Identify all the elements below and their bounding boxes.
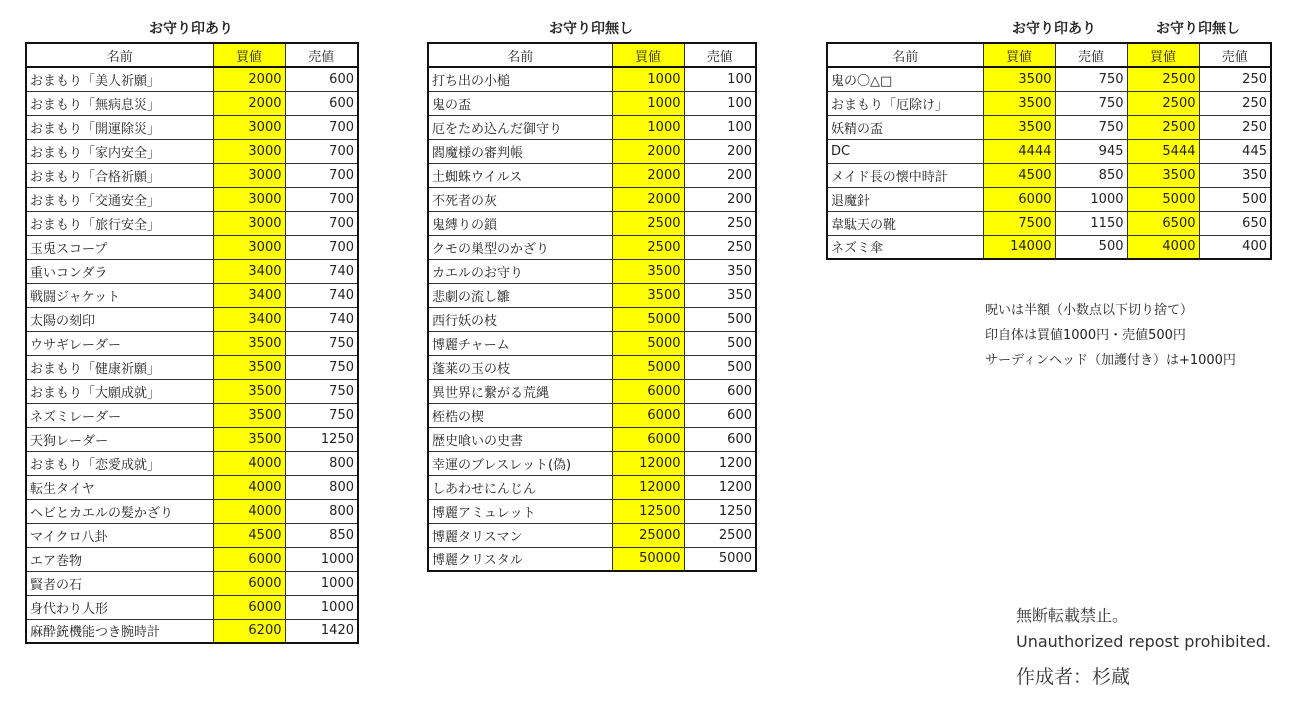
table1-cell-buy: 4000 bbox=[213, 499, 285, 523]
table2-cell-name: 蓬莱の玉の枝 bbox=[428, 355, 612, 379]
table1-row bbox=[26, 475, 358, 499]
table1-cell-name: おまもり「開運除災」 bbox=[26, 115, 213, 139]
table3-cell-sell-with: 945 bbox=[1055, 139, 1127, 163]
table2-cell-sell: 1200 bbox=[684, 475, 756, 499]
table1-cell-sell: 700 bbox=[285, 115, 358, 139]
table3-row bbox=[827, 91, 1271, 115]
table3-cell-name: 韋駄天の靴 bbox=[827, 211, 983, 235]
table1-cell-sell: 1250 bbox=[285, 427, 358, 451]
table1-cell-name: 賢者の石 bbox=[26, 571, 213, 595]
table1-row bbox=[26, 619, 358, 643]
table2-cell-name: 厄をため込んだ御守り bbox=[428, 115, 612, 139]
table2-cell-name: しあわせにんじん bbox=[428, 475, 612, 499]
table3-row bbox=[827, 115, 1271, 139]
table1-cell-name: 太陽の刻印 bbox=[26, 307, 213, 331]
table1-cell-sell: 600 bbox=[285, 91, 358, 115]
table1-cell-sell: 700 bbox=[285, 235, 358, 259]
table1-header-buy: 買値 bbox=[213, 43, 285, 67]
table3-cell-buy-with: 4500 bbox=[983, 163, 1055, 187]
table1-row bbox=[26, 235, 358, 259]
table2-cell-name: 悲劇の流し雛 bbox=[428, 283, 612, 307]
table2-cell-buy: 1000 bbox=[612, 91, 684, 115]
table2-cell-sell: 2500 bbox=[684, 523, 756, 547]
table2-cell-sell: 250 bbox=[684, 211, 756, 235]
table2-row bbox=[428, 379, 756, 403]
table1-cell-name: マイクロ八卦 bbox=[26, 523, 213, 547]
table1-cell-name: 玉兎スコープ bbox=[26, 235, 213, 259]
table2-cell-buy: 5000 bbox=[612, 355, 684, 379]
table1-row bbox=[26, 115, 358, 139]
table3-cell-sell-with: 750 bbox=[1055, 91, 1127, 115]
table3-cell-buy-with: 4444 bbox=[983, 139, 1055, 163]
table3-cell-sell-without: 250 bbox=[1199, 115, 1271, 139]
table3-cell-name: ネズミ傘 bbox=[827, 235, 983, 259]
table1-cell-buy: 3000 bbox=[213, 139, 285, 163]
table2-cell-name: 博麗チャーム bbox=[428, 331, 612, 355]
table1-cell-sell: 700 bbox=[285, 211, 358, 235]
table2-row bbox=[428, 67, 756, 91]
table3-header-row bbox=[827, 43, 1271, 67]
table3-cell-name: DC bbox=[827, 139, 983, 163]
table3-cell-sell-with: 750 bbox=[1055, 115, 1127, 139]
table1-cell-sell: 800 bbox=[285, 499, 358, 523]
table2-cell-name: 西行妖の枝 bbox=[428, 307, 612, 331]
table3-row bbox=[827, 187, 1271, 211]
table3-header-buy-with: 買値 bbox=[983, 43, 1055, 67]
table3-cell-buy-with: 3500 bbox=[983, 115, 1055, 139]
table2-cell-buy: 25000 bbox=[612, 523, 684, 547]
table1-cell-buy: 3400 bbox=[213, 283, 285, 307]
table2-cell-buy: 50000 bbox=[612, 547, 684, 571]
table1-cell-name: おまもり「無病息災」 bbox=[26, 91, 213, 115]
table1-cell-name: おまもり「美人祈願」 bbox=[26, 67, 213, 91]
table2-row bbox=[428, 499, 756, 523]
table2-cell-buy: 6000 bbox=[612, 379, 684, 403]
table3-cell-sell-without: 250 bbox=[1199, 67, 1271, 91]
table1-cell-sell: 1000 bbox=[285, 595, 358, 619]
table3-cell-sell-without: 250 bbox=[1199, 91, 1271, 115]
table1-cell-buy: 3000 bbox=[213, 187, 285, 211]
table2-cell-name: 鬼の盃 bbox=[428, 91, 612, 115]
table2-header-buy: 買値 bbox=[612, 43, 684, 67]
table2-cell-buy: 6000 bbox=[612, 427, 684, 451]
table3-cell-sell-without: 650 bbox=[1199, 211, 1271, 235]
table2-cell-name: 異世界に繋がる荒縄 bbox=[428, 379, 612, 403]
table1-cell-sell: 740 bbox=[285, 307, 358, 331]
table2-header-row bbox=[428, 43, 756, 67]
table1-cell-sell: 700 bbox=[285, 139, 358, 163]
table1-cell-buy: 3500 bbox=[213, 331, 285, 355]
table1-row bbox=[26, 283, 358, 307]
table1-row bbox=[26, 91, 358, 115]
table3-row bbox=[827, 139, 1271, 163]
table3-cell-sell-with: 1000 bbox=[1055, 187, 1127, 211]
table3-cell-buy-without: 5444 bbox=[1127, 139, 1199, 163]
table2-row bbox=[428, 259, 756, 283]
table1-cell-sell: 700 bbox=[285, 187, 358, 211]
table2-header-sell: 売値 bbox=[684, 43, 756, 67]
table2-cell-name: 桎梏の楔 bbox=[428, 403, 612, 427]
table3-cell-sell-with: 1150 bbox=[1055, 211, 1127, 235]
table2-row bbox=[428, 163, 756, 187]
table2-cell-name: 不死者の灰 bbox=[428, 187, 612, 211]
table3-cell-name: 鬼の〇△□ bbox=[827, 67, 983, 91]
table1-cell-sell: 800 bbox=[285, 475, 358, 499]
table1-cell-sell: 1420 bbox=[285, 619, 358, 643]
table2-header-name: 名前 bbox=[428, 43, 612, 67]
table1-row bbox=[26, 187, 358, 211]
table1-cell-buy: 3500 bbox=[213, 355, 285, 379]
table1-cell-sell: 740 bbox=[285, 283, 358, 307]
table2-cell-buy: 3500 bbox=[612, 259, 684, 283]
table2-cell-name: 打ち出の小槌 bbox=[428, 67, 612, 91]
table2-cell-sell: 1200 bbox=[684, 451, 756, 475]
table2-row bbox=[428, 547, 756, 571]
table1-cell-name: ウサギレーダー bbox=[26, 331, 213, 355]
table1-row bbox=[26, 139, 358, 163]
table1-cell-buy: 2000 bbox=[213, 67, 285, 91]
table2-row bbox=[428, 187, 756, 211]
table1-row bbox=[26, 451, 358, 475]
table2-row bbox=[428, 427, 756, 451]
table2-cell-name: カエルのお守り bbox=[428, 259, 612, 283]
table1-cell-sell: 750 bbox=[285, 331, 358, 355]
table2-cell-sell: 600 bbox=[684, 403, 756, 427]
table1-cell-buy: 4000 bbox=[213, 475, 285, 499]
table3-cell-name: おまもり「厄除け」 bbox=[827, 91, 983, 115]
table2-cell-buy: 5000 bbox=[612, 307, 684, 331]
table3-cell-sell-with: 500 bbox=[1055, 235, 1127, 259]
note-seal-price: 印自体は買値1000円・売値500円 bbox=[985, 328, 1186, 343]
table1-cell-sell: 740 bbox=[285, 259, 358, 283]
table3-cell-name: 妖精の盃 bbox=[827, 115, 983, 139]
table2-cell-buy: 12500 bbox=[612, 499, 684, 523]
table1-cell-buy: 3500 bbox=[213, 379, 285, 403]
table1-cell-sell: 750 bbox=[285, 355, 358, 379]
table1-cell-buy: 3000 bbox=[213, 115, 285, 139]
table1-row bbox=[26, 355, 358, 379]
table1-header-sell: 売値 bbox=[285, 43, 358, 67]
table3-row bbox=[827, 235, 1271, 259]
table2-cell-buy: 5000 bbox=[612, 331, 684, 355]
table1-cell-sell: 750 bbox=[285, 379, 358, 403]
table3-cell-sell-with: 850 bbox=[1055, 163, 1127, 187]
table3-header-sell-with: 売値 bbox=[1055, 43, 1127, 67]
table2-row bbox=[428, 139, 756, 163]
table2-cell-sell: 250 bbox=[684, 235, 756, 259]
table2-row bbox=[428, 235, 756, 259]
table2-cell-sell: 600 bbox=[684, 379, 756, 403]
table1-cell-name: おまもり「家内安全」 bbox=[26, 139, 213, 163]
table1-cell-buy: 3500 bbox=[213, 427, 285, 451]
table1-cell-buy: 2000 bbox=[213, 91, 285, 115]
footer-no-repost-en: Unauthorized repost prohibited. bbox=[1016, 632, 1271, 651]
table2-cell-buy: 2000 bbox=[612, 187, 684, 211]
table3-cell-buy-without: 5000 bbox=[1127, 187, 1199, 211]
table1-row bbox=[26, 163, 358, 187]
table1-row bbox=[26, 523, 358, 547]
table2-cell-name: 鬼縛りの鎖 bbox=[428, 211, 612, 235]
table1-row bbox=[26, 379, 358, 403]
table1-cell-name: 麻酔銃機能つき腕時計 bbox=[26, 619, 213, 643]
table3-cell-sell-without: 500 bbox=[1199, 187, 1271, 211]
table1-row bbox=[26, 67, 358, 91]
table1-row bbox=[26, 595, 358, 619]
note-sardine-head: サーディンヘッド（加護付き）は+1000円 bbox=[985, 353, 1236, 368]
table1-row bbox=[26, 403, 358, 427]
table2-row bbox=[428, 355, 756, 379]
table3-cell-name: メイド長の懐中時計 bbox=[827, 163, 983, 187]
table2-cell-name: クモの巣型のかざり bbox=[428, 235, 612, 259]
table2-cell-sell: 200 bbox=[684, 139, 756, 163]
table1-row bbox=[26, 499, 358, 523]
table2-cell-sell: 200 bbox=[684, 187, 756, 211]
table3-cell-buy-with: 6000 bbox=[983, 187, 1055, 211]
footer-author: 作成者：杉蔵 bbox=[1016, 666, 1131, 688]
table1-cell-sell: 700 bbox=[285, 163, 358, 187]
table1-cell-name: おまもり「交通安全」 bbox=[26, 187, 213, 211]
table2-cell-buy: 2000 bbox=[612, 139, 684, 163]
table2-body bbox=[428, 67, 756, 571]
table2-row bbox=[428, 115, 756, 139]
table2-cell-sell: 100 bbox=[684, 91, 756, 115]
table3-cell-name: 退魔針 bbox=[827, 187, 983, 211]
table2-cell-name: 博麗クリスタル bbox=[428, 547, 612, 571]
table1-cell-buy: 3400 bbox=[213, 307, 285, 331]
table3 bbox=[826, 42, 1272, 260]
table1-row bbox=[26, 211, 358, 235]
table2-cell-sell: 100 bbox=[684, 67, 756, 91]
table1-cell-buy: 3000 bbox=[213, 235, 285, 259]
table3-cell-sell-without: 445 bbox=[1199, 139, 1271, 163]
table2-cell-sell: 600 bbox=[684, 427, 756, 451]
table1-cell-name: 天狗レーダー bbox=[26, 427, 213, 451]
table2-row bbox=[428, 283, 756, 307]
table1-cell-buy: 4000 bbox=[213, 451, 285, 475]
table1-cell-buy: 3000 bbox=[213, 211, 285, 235]
table2-cell-sell: 100 bbox=[684, 115, 756, 139]
table2-row bbox=[428, 523, 756, 547]
table1-cell-sell: 1000 bbox=[285, 571, 358, 595]
table1-cell-name: エア巻物 bbox=[26, 547, 213, 571]
table1-cell-name: ヘビとカエルの髪かざり bbox=[26, 499, 213, 523]
table1-row bbox=[26, 571, 358, 595]
table3-cell-buy-with: 7500 bbox=[983, 211, 1055, 235]
table1-cell-name: おまもり「恋愛成就」 bbox=[26, 451, 213, 475]
table2-cell-buy: 6000 bbox=[612, 403, 684, 427]
table2-cell-buy: 12000 bbox=[612, 451, 684, 475]
table2-title: お守り印無し bbox=[549, 21, 633, 37]
note-curse: 呪いは半額（小数点以下切り捨て） bbox=[985, 303, 1194, 318]
table3-body bbox=[827, 67, 1271, 259]
table1-cell-sell: 850 bbox=[285, 523, 358, 547]
table3-cell-sell-without: 400 bbox=[1199, 235, 1271, 259]
table2-cell-name: 博麗タリスマン bbox=[428, 523, 612, 547]
table2-cell-buy: 12000 bbox=[612, 475, 684, 499]
table1-row bbox=[26, 427, 358, 451]
table2-cell-sell: 500 bbox=[684, 355, 756, 379]
table2-row bbox=[428, 211, 756, 235]
table3-cell-buy-without: 2500 bbox=[1127, 115, 1199, 139]
table1-cell-sell: 750 bbox=[285, 403, 358, 427]
table3-title-without: お守り印無し bbox=[1156, 21, 1240, 37]
table2-cell-buy: 2500 bbox=[612, 235, 684, 259]
table3-row bbox=[827, 211, 1271, 235]
table2-cell-name: 土蜘蛛ウイルス bbox=[428, 163, 612, 187]
table2 bbox=[427, 42, 757, 572]
table3-cell-sell-with: 750 bbox=[1055, 67, 1127, 91]
table1-cell-name: 転生タイヤ bbox=[26, 475, 213, 499]
table3-header-name: 名前 bbox=[827, 43, 983, 67]
table1-cell-buy: 6000 bbox=[213, 547, 285, 571]
table1-cell-buy: 4500 bbox=[213, 523, 285, 547]
table1-cell-name: 戦闘ジャケット bbox=[26, 283, 213, 307]
table2-cell-sell: 1250 bbox=[684, 499, 756, 523]
table1-cell-sell: 800 bbox=[285, 451, 358, 475]
table2-cell-sell: 500 bbox=[684, 307, 756, 331]
table2-row bbox=[428, 307, 756, 331]
table1-cell-name: おまもり「旅行安全」 bbox=[26, 211, 213, 235]
table1-cell-name: おまもり「合格祈願」 bbox=[26, 163, 213, 187]
table2-cell-name: 博麗アミュレット bbox=[428, 499, 612, 523]
table2-cell-sell: 350 bbox=[684, 259, 756, 283]
table1-title: お守り印あり bbox=[149, 21, 233, 37]
table2-cell-buy: 2000 bbox=[612, 163, 684, 187]
table3-row bbox=[827, 67, 1271, 91]
table3-cell-buy-with: 3500 bbox=[983, 91, 1055, 115]
table1-header-row bbox=[26, 43, 358, 67]
table3-cell-buy-without: 2500 bbox=[1127, 91, 1199, 115]
table3-cell-sell-without: 350 bbox=[1199, 163, 1271, 187]
table2-cell-name: 幸運のブレスレット(偽) bbox=[428, 451, 612, 475]
table1-cell-name: おまもり「大願成就」 bbox=[26, 379, 213, 403]
table1-cell-name: 重いコンダラ bbox=[26, 259, 213, 283]
table2-cell-name: 歴史喰いの史書 bbox=[428, 427, 612, 451]
table1-row bbox=[26, 547, 358, 571]
table3-cell-buy-without: 3500 bbox=[1127, 163, 1199, 187]
table1-cell-name: ネズミレーダー bbox=[26, 403, 213, 427]
table1-cell-buy: 3500 bbox=[213, 403, 285, 427]
table2-row bbox=[428, 91, 756, 115]
table1-row bbox=[26, 307, 358, 331]
footer-no-repost-ja: 無断転載禁止。 bbox=[1016, 606, 1129, 625]
table2-cell-sell: 5000 bbox=[684, 547, 756, 571]
table2-cell-buy: 1000 bbox=[612, 115, 684, 139]
table3-title-with: お守り印あり bbox=[1012, 21, 1096, 37]
table3-cell-buy-without: 4000 bbox=[1127, 235, 1199, 259]
table2-row bbox=[428, 451, 756, 475]
table1-cell-name: おまもり「健康祈願」 bbox=[26, 355, 213, 379]
table1 bbox=[25, 42, 359, 644]
table2-cell-buy: 2500 bbox=[612, 211, 684, 235]
table1-cell-sell: 1000 bbox=[285, 547, 358, 571]
table1-cell-buy: 6000 bbox=[213, 571, 285, 595]
table3-cell-buy-without: 2500 bbox=[1127, 67, 1199, 91]
table1-cell-buy: 6000 bbox=[213, 595, 285, 619]
table3-cell-buy-with: 3500 bbox=[983, 67, 1055, 91]
table2-row bbox=[428, 403, 756, 427]
table3-header-buy-without: 買値 bbox=[1127, 43, 1199, 67]
table3-header-sell-without: 売値 bbox=[1199, 43, 1271, 67]
table2-cell-sell: 200 bbox=[684, 163, 756, 187]
table1-body bbox=[26, 67, 358, 643]
table1-row bbox=[26, 331, 358, 355]
table2-cell-name: 閻魔様の審判帳 bbox=[428, 139, 612, 163]
table2-cell-buy: 1000 bbox=[612, 67, 684, 91]
table3-row bbox=[827, 163, 1271, 187]
table2-cell-buy: 3500 bbox=[612, 283, 684, 307]
table2-row bbox=[428, 331, 756, 355]
table1-row bbox=[26, 259, 358, 283]
table1-header-name: 名前 bbox=[26, 43, 213, 67]
table2-cell-sell: 350 bbox=[684, 283, 756, 307]
table3-cell-buy-with: 14000 bbox=[983, 235, 1055, 259]
table1-cell-name: 身代わり人形 bbox=[26, 595, 213, 619]
table1-cell-buy: 3000 bbox=[213, 163, 285, 187]
table2-cell-sell: 500 bbox=[684, 331, 756, 355]
table1-cell-buy: 3400 bbox=[213, 259, 285, 283]
table1-cell-sell: 600 bbox=[285, 67, 358, 91]
table1-cell-buy: 6200 bbox=[213, 619, 285, 643]
table2-row bbox=[428, 475, 756, 499]
table3-cell-buy-without: 6500 bbox=[1127, 211, 1199, 235]
